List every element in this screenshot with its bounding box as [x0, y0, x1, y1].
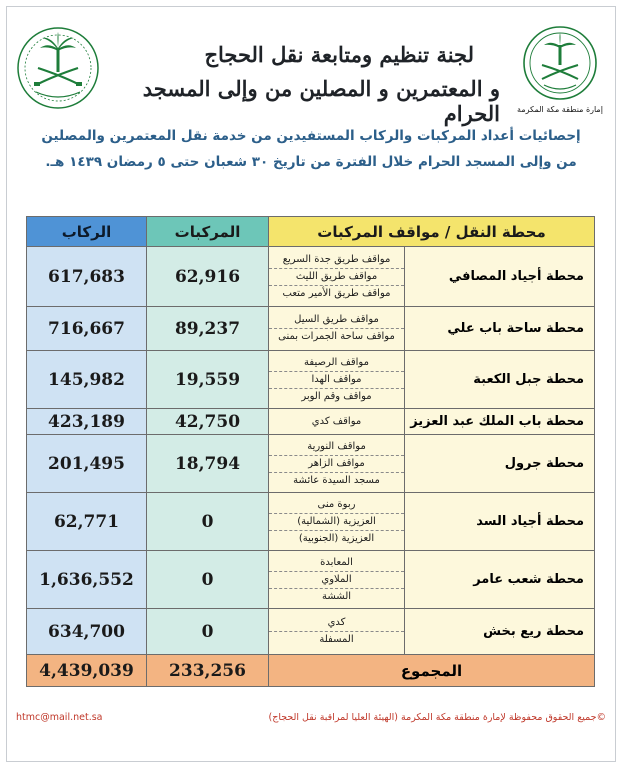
parking-list-cell [269, 435, 405, 493]
parking-list-cell [269, 493, 405, 551]
palm-swords-icon [14, 22, 102, 114]
table-row [27, 351, 595, 409]
parking-item: مواقف ساحة الجمرات بمنى [278, 331, 395, 342]
parking-list-cell [269, 351, 405, 409]
total-label: المجموع [269, 655, 595, 687]
header-station: محطة النقل / مواقف المركبات [269, 217, 595, 247]
parking-item: مواقف طريق الليث [269, 269, 404, 286]
table-row [27, 609, 595, 655]
station-name-cell: محطة جرول [405, 435, 595, 493]
parking-item: الششة [321, 590, 352, 602]
committee-title-line-1: لجنة تنظيم ومتابعة نقل الحجاج [204, 42, 474, 67]
vehicles-cell: 0 [147, 551, 269, 609]
table-row [27, 551, 595, 609]
total-vehicles: 233,256 [147, 655, 269, 687]
station-name-cell: محطة ساحة باب علي [405, 307, 595, 351]
header-vehicles: المركبات [147, 217, 269, 247]
emirate-emblem-icon [514, 23, 606, 103]
table-row [27, 435, 595, 493]
parking-item: الملاوي [269, 572, 404, 589]
parking-item: العزيزية (الشمالية) [269, 514, 404, 531]
station-name-cell: محطة جبل الكعبة [405, 351, 595, 409]
passengers-cell: 201,495 [27, 435, 147, 493]
vehicles-cell: 19,559 [147, 351, 269, 409]
vehicles-cell: 0 [147, 609, 269, 655]
parking-item: مواقف النورية [269, 439, 404, 456]
parking-list-cell [269, 307, 405, 351]
total-passengers: 4,439,039 [27, 655, 147, 687]
passengers-cell: 716,667 [27, 307, 147, 351]
footer-rights: ©جميع الحقوق محفوظة لإمارة منطقة مكة المكرمة (الهيئة العليا لمراقبة نقل الحجاج) [268, 712, 606, 723]
parking-item: مواقف طريق الأمير متعب [282, 287, 391, 299]
parking-list-cell [269, 247, 405, 307]
table-body [27, 247, 595, 687]
hajj-transport-authority-logo [14, 22, 102, 114]
table-row [27, 493, 595, 551]
vehicles-cell: 0 [147, 493, 269, 551]
parking-list-cell [269, 409, 405, 435]
table-row [27, 307, 595, 351]
parking-item: كدي [269, 615, 404, 632]
table-header-row [27, 217, 595, 247]
parking-item: المسفلة [319, 634, 354, 645]
station-name-cell: محطة ريع بخش [405, 609, 595, 655]
parking-item: العزيزية (الجنوبية) [298, 532, 375, 544]
parking-list-cell [269, 609, 405, 655]
vehicles-cell: 42,750 [147, 409, 269, 435]
passengers-cell: 617,683 [27, 247, 147, 307]
parking-item: مواقف وقم الوبر [301, 390, 372, 402]
statistics-subtitle-line-1: إحصائيات أعداد المركبات والركاب المستفيدين من خدمة نقل المعتمرين والمصلين [41, 128, 581, 144]
parking-item: مواقف الهدا [269, 372, 404, 389]
statistics-subtitle-line-2: من وإلى المسجد الحرام خلال الفترة من تاريخ ٣٠ شعبان حتى ٥ رمضان ١٤٣٩ هـ. [45, 154, 577, 170]
committee-title-line-2: و المعتمرين و المصلين من وإلى المسجد الحرام [142, 76, 500, 126]
station-name-cell: محطة أجياد المصافي [405, 247, 595, 307]
emirate-caption: إمارة منطقة مكة المكرمة [517, 104, 603, 114]
footer [16, 712, 606, 723]
parking-item: مواقف طريق جدة السريع [269, 252, 404, 269]
station-name-cell: محطة شعب عامر [405, 551, 595, 609]
footer-email[interactable]: htmc@mail.net.sa [16, 712, 103, 723]
passengers-cell: 423,189 [27, 409, 147, 435]
parking-item: المعابدة [269, 555, 404, 572]
header-passengers: الركاب [27, 217, 147, 247]
parking-item: مواقف الرصيفة [269, 355, 404, 372]
parking-item: ربوة منى [269, 497, 404, 514]
passengers-cell: 1,636,552 [27, 551, 147, 609]
passengers-cell: 634,700 [27, 609, 147, 655]
parking-item: مواقف طريق السيل [269, 312, 404, 329]
passengers-cell: 145,982 [27, 351, 147, 409]
vehicles-cell: 89,237 [147, 307, 269, 351]
statistics-table [26, 216, 595, 687]
table-row [27, 409, 595, 435]
parking-list-cell [269, 551, 405, 609]
vehicles-cell: 18,794 [147, 435, 269, 493]
parking-item: مواقف الزاهر [269, 456, 404, 473]
passengers-cell: 62,771 [27, 493, 147, 551]
makkah-emirate-logo [514, 22, 606, 114]
station-name-cell: محطة أجياد السد [405, 493, 595, 551]
station-name-cell: محطة باب الملك عبد العزيز [405, 409, 595, 435]
parking-item: مسجد السيدة عائشة [293, 474, 380, 486]
parking-item: مواقف كدي [311, 415, 362, 427]
table-row [27, 247, 595, 307]
statistics-table-container [26, 216, 594, 687]
vehicles-cell: 62,916 [147, 247, 269, 307]
total-row [27, 655, 595, 687]
